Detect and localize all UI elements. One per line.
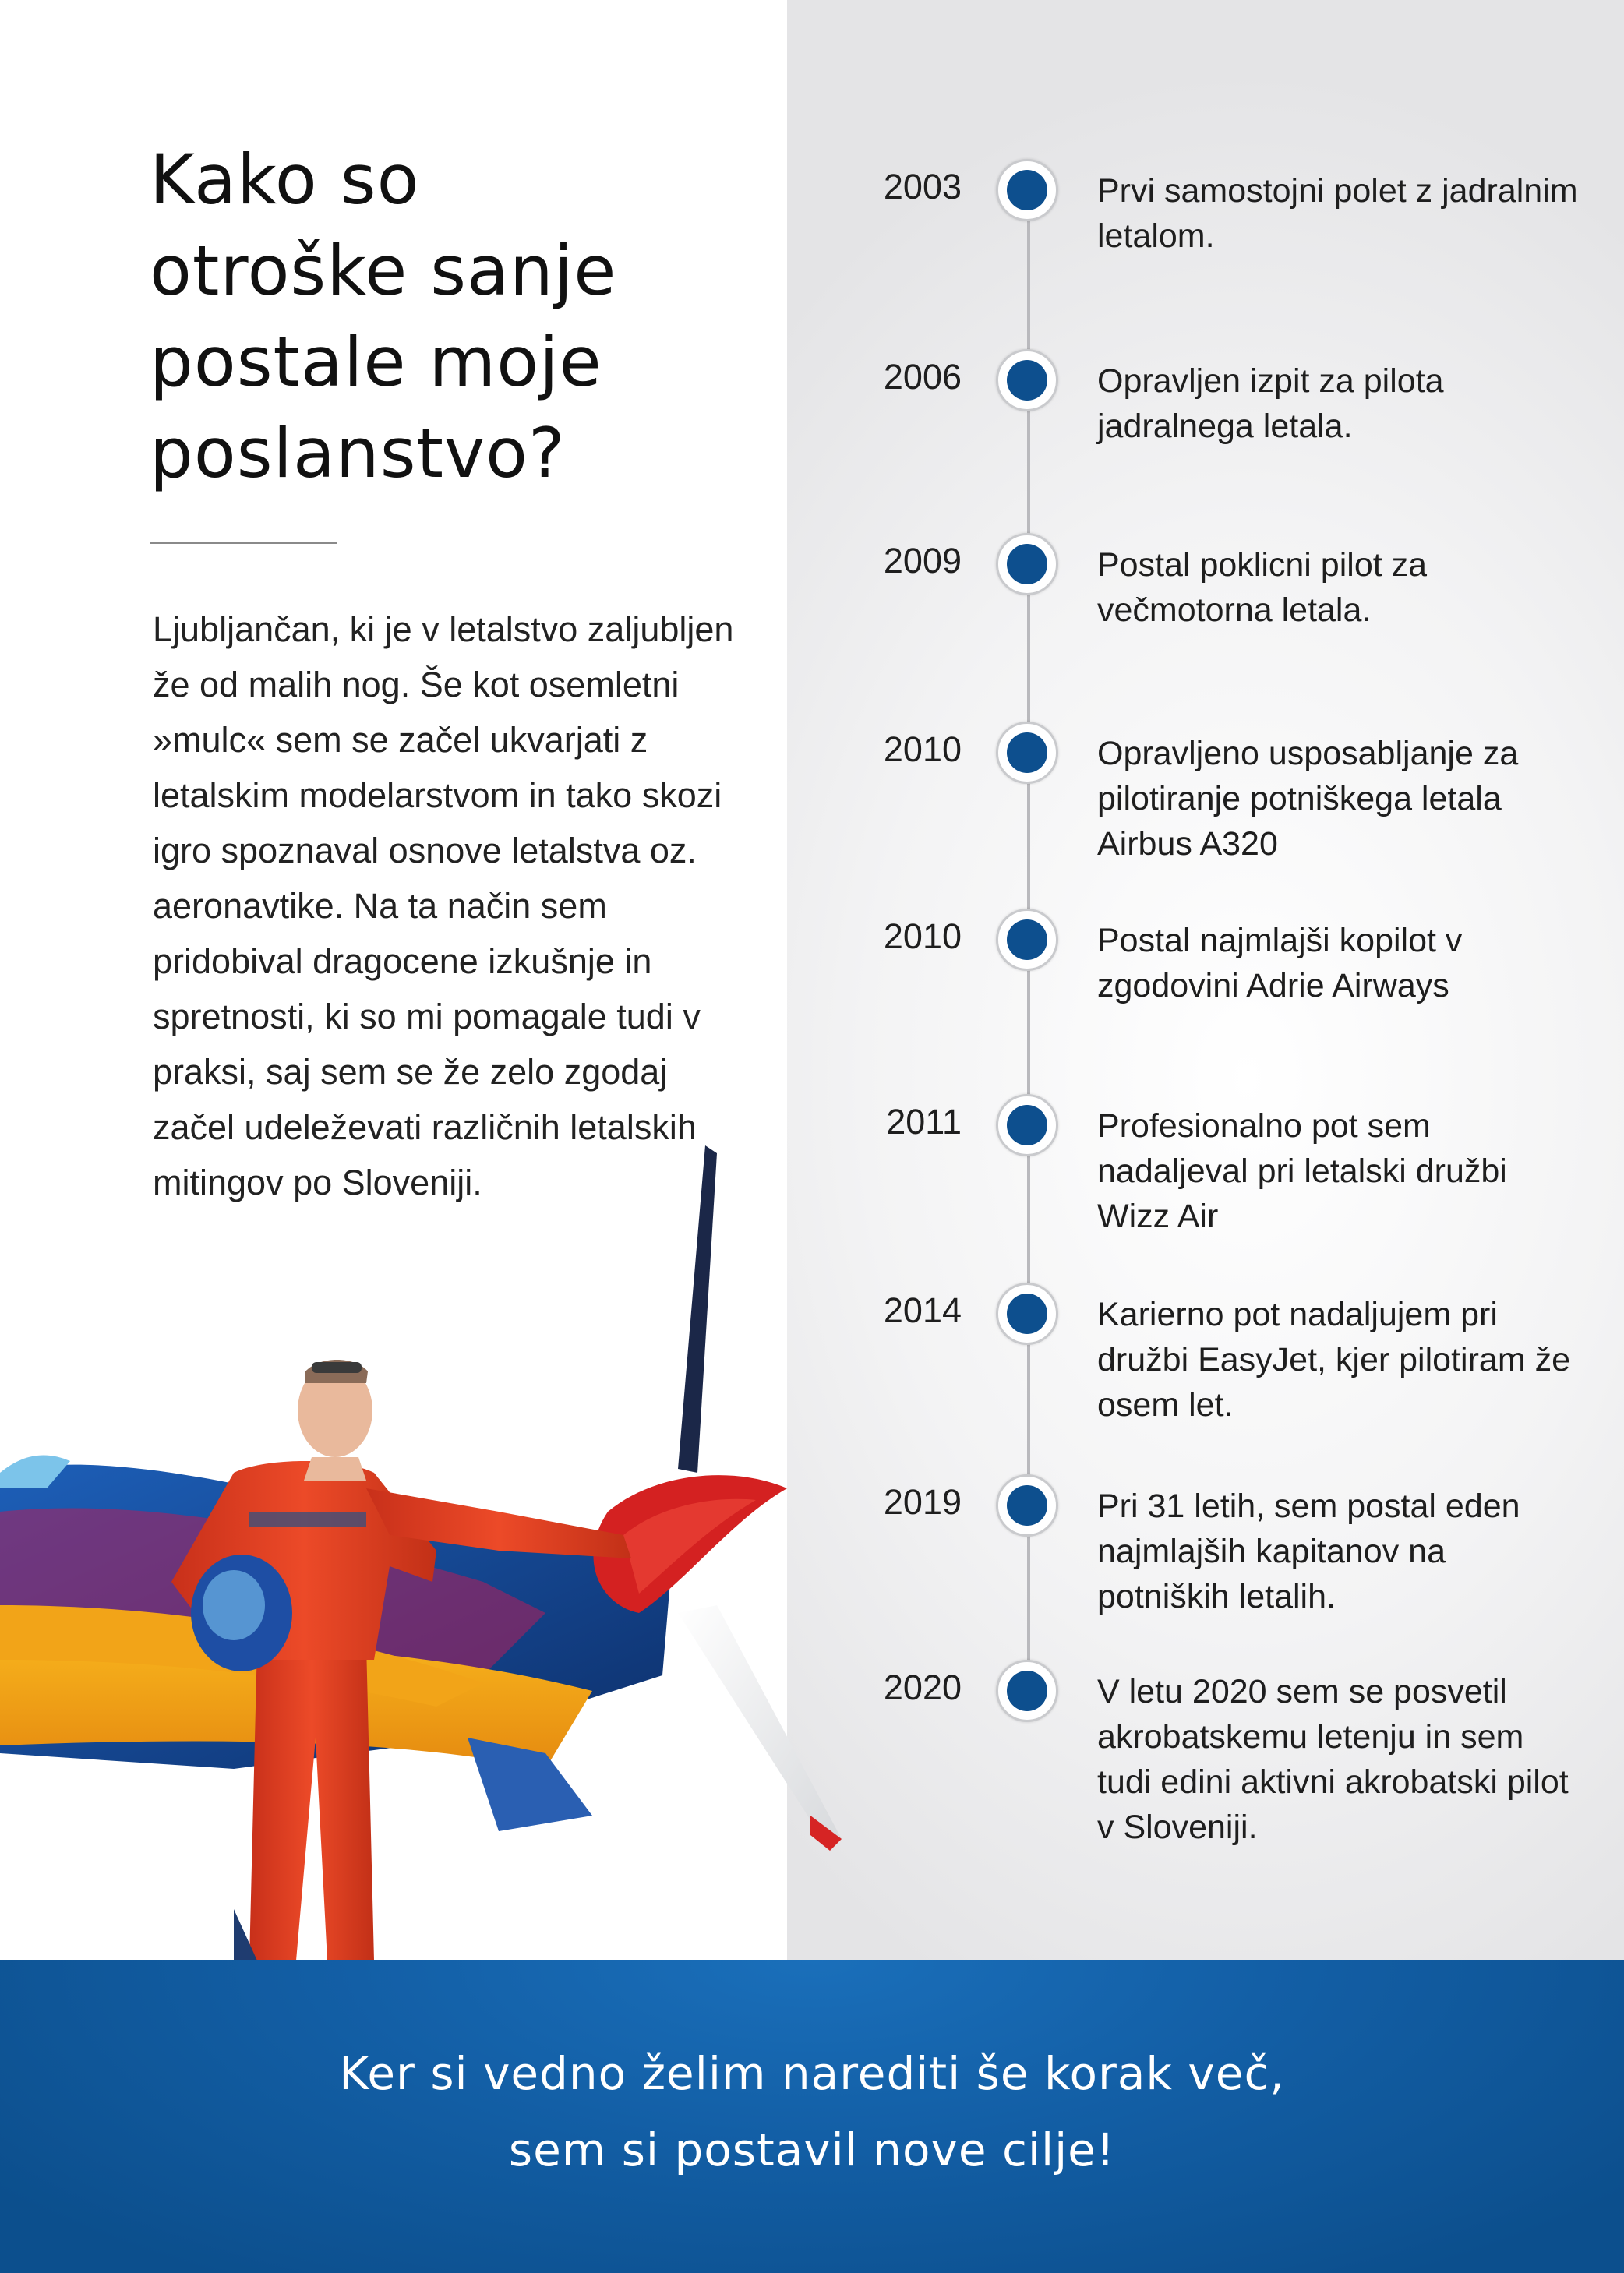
timeline-text: Postal poklicni pilot za večmotorna letala. [1097,546,1428,629]
title-divider [150,542,337,544]
timeline-year: 2006 [883,357,962,397]
timeline-text: Opravljeno usposabljanje za pilotiranje potniškega letala Airbus A320 [1097,735,1519,863]
timeline-dot-icon [996,1660,1058,1722]
timeline-dot-icon [996,533,1058,595]
timeline-text: Postal najmlajši kopilot v zgodovini Adrie Airways [1097,922,1463,1004]
timeline-text: Pri 31 letih, sem postal eden najmlajših kapitanov na potniških letalih. [1097,1488,1520,1615]
pilot-with-airplane-illustration [0,1145,849,1961]
timeline-item [0,1482,1624,1615]
timeline-year: 2010 [883,916,962,956]
timeline-year: 2009 [883,541,962,581]
timeline-item [0,1668,1624,1846]
banner-line: Ker si vedno želim narediti še korak več, [339,2047,1285,2100]
timeline-year: 2010 [883,729,962,769]
timeline-year: 2003 [883,167,962,206]
intro-paragraph: Ljubljančan, ki je v letalstvo zaljubljen že od malih nog. Še kot osemletni »mulc« sem se začel ukvarjati z letalskim modelarstvom in tako skozi igro spoznaval osnove letalstva oz. aeronavtike. Na ta način sem pridobival dragocene izkušnje in spretnosti, ki so mi pomagale tudi v praksi, saj sem se že zelo zgodaj začel udeleževati različnih letalskih mitingov po Sloveniji. [153,609,734,1202]
title-line: poslanstvo? [150,413,566,493]
timeline-year: 2020 [883,1668,962,1707]
timeline-year: 2014 [883,1290,962,1330]
timeline-text: Profesionalno pot sem nadaljeval pri letalski družbi Wizz Air [1097,1107,1507,1235]
timeline-item [0,541,1624,629]
timeline-year: 2011 [886,1102,962,1142]
title-line: postale moje [150,322,602,402]
timeline-text: V letu 2020 sem se posvetil akrobatskemu letenju in sem tudi edini aktivni akrobatski pilot v Sloveniji. [1097,1673,1569,1846]
timeline-dot-icon [996,909,1058,971]
timeline-text: Opravljen izpit za pilota jadralnega letala. [1097,362,1444,445]
timeline-year: 2019 [883,1482,962,1522]
title-line: otroške sanje [150,231,617,311]
timeline-dot-icon [996,349,1058,411]
timeline-item [0,916,1624,1004]
timeline-item [0,1290,1624,1424]
title-line: Kako so [150,139,420,220]
banner-line: sem si postavil nove cilje! [508,2123,1116,2176]
page-title [150,134,742,499]
timeline-dot-icon [996,1094,1058,1156]
timeline-text: Prvi samostojni polet z jadralnim letalom. [1097,172,1578,255]
timeline-dot-icon [996,159,1058,221]
timeline-dot-icon [996,1474,1058,1537]
timeline-item [0,729,1624,863]
footer-banner [0,1960,1624,2273]
timeline-item [0,1102,1624,1235]
timeline-dot-icon [996,1283,1058,1345]
timeline-dot-icon [996,722,1058,784]
timeline-text: Karierno pot nadaljujem pri družbi EasyJet, kjer pilotiram že osem let. [1097,1296,1570,1424]
